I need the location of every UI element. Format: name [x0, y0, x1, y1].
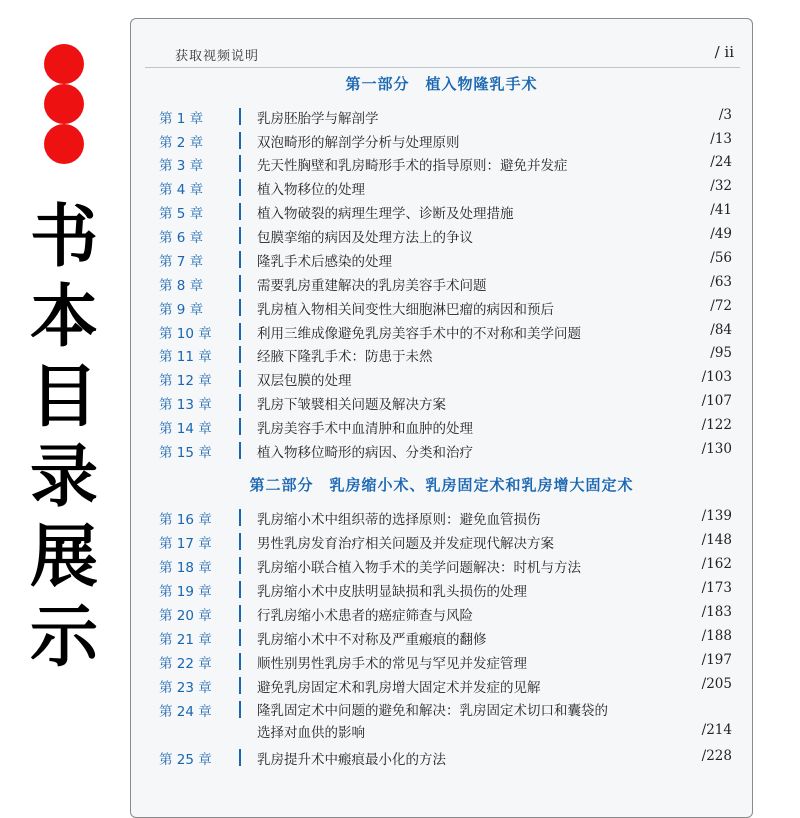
header-divider	[145, 67, 740, 68]
chapter-title: 植入物移位的处理	[257, 182, 365, 198]
row-marker	[239, 629, 241, 646]
chapter-title-line-2: 选择对血供的影响	[257, 725, 365, 741]
chapter-title: 包膜挛缩的病因及处理方法上的争议	[257, 230, 473, 246]
chapter-number: 第 3 章	[159, 158, 204, 174]
chapter-title: 需要乳房重建解决的乳房美容手术问题	[257, 278, 487, 294]
page-number: / ii	[714, 43, 734, 61]
chapter-page: /228	[701, 748, 732, 764]
chapter-title: 顺性别男性乳房手术的常见与罕见并发症管理	[257, 656, 527, 672]
chapter-page: /214	[701, 722, 732, 738]
row-marker	[239, 677, 241, 694]
toc-row[interactable]	[159, 107, 732, 129]
chapter-page: /63	[710, 274, 732, 290]
chapter-page: /103	[701, 369, 732, 385]
row-marker	[239, 701, 241, 718]
row-marker	[239, 394, 241, 411]
toc-page	[130, 18, 753, 818]
chapter-number: 第 14 章	[159, 421, 212, 437]
row-marker	[239, 581, 241, 598]
chapter-page: /173	[701, 580, 732, 596]
row-marker	[239, 179, 241, 196]
chapter-title: 乳房植入物相关间变性大细胞淋巴瘤的病因和预后	[257, 302, 554, 318]
chapter-page: /130	[701, 441, 732, 457]
chapter-number: 第 22 章	[159, 656, 212, 672]
chapter-number: 第 25 章	[159, 752, 212, 768]
toc-row[interactable]	[159, 604, 732, 626]
chapter-page: /183	[701, 604, 732, 620]
red-dot-1	[44, 44, 84, 84]
chapter-number: 第 21 章	[159, 632, 212, 648]
chapter-page: /107	[701, 393, 732, 409]
row-marker	[239, 418, 241, 435]
chapter-number: 第 1 章	[159, 111, 204, 127]
row-marker	[239, 251, 241, 268]
chapter-page: /13	[710, 131, 732, 147]
toc-row[interactable]	[159, 652, 732, 674]
row-marker	[239, 533, 241, 550]
row-marker	[239, 299, 241, 316]
red-dot-2	[44, 84, 84, 124]
chapter-number: 第 20 章	[159, 608, 212, 624]
toc-row[interactable]	[159, 298, 732, 320]
chapter-title: 避免乳房固定术和乳房增大固定术并发症的见解	[257, 680, 541, 696]
toc-row[interactable]	[159, 131, 732, 153]
chapter-title: 乳房提升术中瘢痕最小化的方法	[257, 752, 446, 768]
chapter-number: 第 10 章	[159, 326, 212, 342]
chapter-title: 乳房美容手术中血清肿和血肿的处理	[257, 421, 473, 437]
chapter-number: 第 23 章	[159, 680, 212, 696]
sidebar-title-char: 示	[29, 598, 98, 677]
row-marker	[239, 749, 241, 766]
chapter-number: 第 5 章	[159, 206, 204, 222]
toc-row[interactable]	[159, 532, 732, 554]
toc-row[interactable]	[159, 417, 732, 439]
row-marker	[239, 108, 241, 125]
toc-row[interactable]	[159, 393, 732, 415]
row-marker	[239, 557, 241, 574]
chapter-page: /148	[701, 532, 732, 548]
chapter-page: /162	[701, 556, 732, 572]
chapter-title: 乳房缩小术中不对称及严重瘢痕的翻修	[257, 632, 487, 648]
chapter-page: /49	[710, 226, 732, 242]
chapter-page: /205	[701, 676, 732, 692]
chapter-number: 第 2 章	[159, 135, 204, 151]
chapter-number: 第 18 章	[159, 560, 212, 576]
chapter-page: /188	[701, 628, 732, 644]
toc-row[interactable]	[159, 369, 732, 391]
chapter-number: 第 24 章	[159, 704, 212, 720]
red-dot-3	[44, 124, 84, 164]
chapter-number: 第 12 章	[159, 373, 212, 389]
chapter-title: 双泡畸形的解剖学分析与处理原则	[257, 135, 460, 151]
chapter-title: 植入物破裂的病理生理学、诊断及处理措施	[257, 206, 514, 222]
chapter-number: 第 4 章	[159, 182, 204, 198]
chapter-title	[257, 700, 608, 744]
row-marker	[239, 509, 241, 526]
chapter-title: 利用三维成像避免乳房美容手术中的不对称和美学问题	[257, 326, 581, 342]
row-marker	[239, 323, 241, 340]
toc-row[interactable]	[159, 178, 732, 200]
sidebar-title	[24, 198, 104, 678]
chapter-title: 隆乳手术后感染的处理	[257, 254, 392, 270]
chapter-number: 第 16 章	[159, 512, 212, 528]
chapter-page: /24	[710, 154, 732, 170]
chapter-page: /3	[718, 107, 732, 123]
toc-row[interactable]	[159, 700, 732, 744]
chapter-page: /197	[701, 652, 732, 668]
chapter-number: 第 17 章	[159, 536, 212, 552]
chapter-page: /122	[701, 417, 732, 433]
toc-row[interactable]	[159, 345, 732, 367]
chapter-number: 第 15 章	[159, 445, 212, 461]
chapter-page: /84	[710, 322, 732, 338]
chapter-title: 行乳房缩小术患者的癌症筛查与风险	[257, 608, 473, 624]
chapter-title: 乳房下皱襞相关问题及解决方案	[257, 397, 446, 413]
chapter-title: 经腋下隆乳手术：防患于未然	[257, 349, 433, 365]
row-marker	[239, 155, 241, 172]
toc-row[interactable]	[159, 154, 732, 176]
chapter-title: 男性乳房发育治疗相关问题及并发症现代解决方案	[257, 536, 554, 552]
chapter-number: 第 8 章	[159, 278, 204, 294]
row-marker	[239, 203, 241, 220]
sidebar-title-char: 书	[29, 198, 98, 277]
toc-row[interactable]	[159, 441, 732, 463]
row-marker	[239, 346, 241, 363]
chapter-title-line-1: 隆乳固定术中问题的避免和解决：乳房固定术切口和囊袋的	[257, 703, 608, 719]
row-marker	[239, 370, 241, 387]
toc-row[interactable]	[159, 556, 732, 578]
row-marker	[239, 653, 241, 670]
chapter-page: /56	[710, 250, 732, 266]
toc-row[interactable]	[159, 226, 732, 248]
chapter-number: 第 11 章	[159, 349, 212, 365]
chapter-title: 乳房缩小联合植入物手术的美学问题解决：时机与方法	[257, 560, 581, 576]
toc-row[interactable]	[159, 274, 732, 296]
chapter-page: /32	[710, 178, 732, 194]
chapter-title: 先天性胸壁和乳房畸形手术的指导原则：避免并发症	[257, 158, 568, 174]
chapter-page: /41	[710, 202, 732, 218]
chapter-number: 第 19 章	[159, 584, 212, 600]
row-marker	[239, 227, 241, 244]
chapter-number: 第 7 章	[159, 254, 204, 270]
chapter-number: 第 9 章	[159, 302, 204, 318]
sidebar-title-char: 展	[29, 518, 98, 597]
chapter-title: 植入物移位畸形的病因、分类和治疗	[257, 445, 473, 461]
chapter-number: 第 13 章	[159, 397, 212, 413]
toc-row[interactable]	[159, 748, 732, 770]
toc-row[interactable]	[159, 322, 732, 344]
toc-row[interactable]	[159, 676, 732, 698]
row-marker	[239, 275, 241, 292]
sidebar-title-char: 目	[29, 358, 98, 437]
chapter-number: 第 6 章	[159, 230, 204, 246]
toc-row[interactable]	[159, 628, 732, 650]
part-title: 第二部分 乳房缩小术、乳房固定术和乳房增大固定术	[249, 476, 634, 494]
chapter-title: 乳房缩小术中皮肤明显缺损和乳头损伤的处理	[257, 584, 527, 600]
header-left-text: 获取视频说明	[175, 49, 260, 64]
toc-row[interactable]	[159, 508, 732, 530]
promo-sidebar	[0, 0, 128, 800]
chapter-title: 双层包膜的处理	[257, 373, 352, 389]
sidebar-title-char: 录	[29, 438, 98, 517]
chapter-title: 乳房缩小术中组织蒂的选择原则：避免血管损伤	[257, 512, 541, 528]
part-title: 第一部分 植入物隆乳手术	[345, 75, 538, 93]
toc-row[interactable]	[159, 580, 732, 602]
row-marker	[239, 442, 241, 459]
toc-row[interactable]	[159, 250, 732, 272]
chapter-page: /139	[701, 508, 732, 524]
toc-row[interactable]	[159, 202, 732, 224]
chapter-page: /95	[710, 345, 732, 361]
chapter-title: 乳房胚胎学与解剖学	[257, 111, 379, 127]
chapter-page: /72	[710, 298, 732, 314]
row-marker	[239, 132, 241, 149]
row-marker	[239, 605, 241, 622]
sidebar-title-char: 本	[29, 278, 98, 357]
